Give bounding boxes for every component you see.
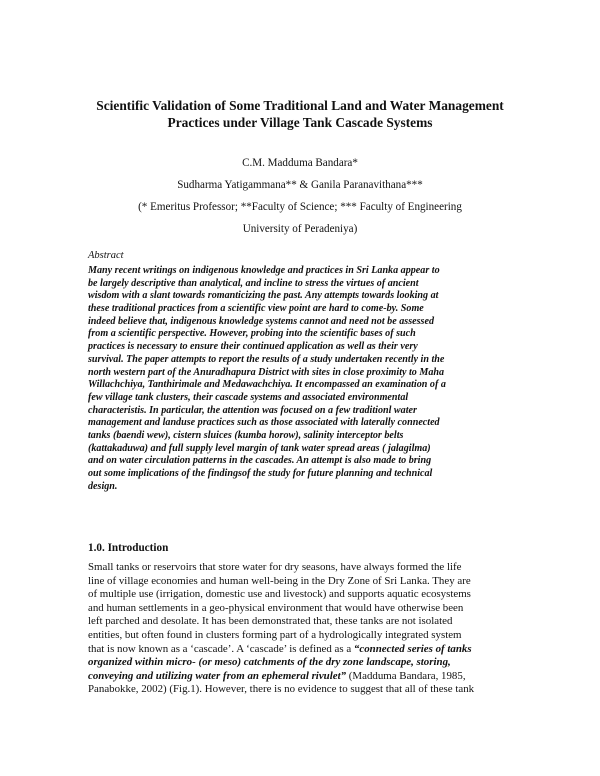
- abstract-heading: Abstract: [88, 250, 124, 261]
- cascade-definition-quote: “connected series of tanks: [353, 642, 472, 655]
- abstract-line: (kattakaduwa) and full supply level margin of tank water spread areas ( jalagilma): [88, 442, 431, 454]
- body-line: line of village economies and human well-being in the Dry Zone of Sri Lanka. They are: [88, 574, 471, 587]
- author-line-1: C.M. Madduma Bandara*: [242, 157, 358, 169]
- abstract-line: design.: [88, 480, 118, 492]
- body-text-run: that is now known as a ‘cascade’. A ‘cascade’ is defined as a: [88, 642, 352, 655]
- section-heading-introduction: 1.0. Introduction: [88, 542, 169, 554]
- introduction-body: [88, 561, 516, 697]
- abstract-line: indeed believe that, indigenous knowledge systems cannot and need not be assessed: [88, 315, 434, 327]
- body-line: entities, but often found in clusters forming part of a hydrologically integrated system: [88, 628, 462, 641]
- abstract-line: wisdom with a slant towards romanticizing the past. Any attempts towards looking at: [88, 290, 439, 302]
- abstract-line: practices is necessary to ensure their continued application as well as their very: [88, 341, 418, 353]
- author-block: [60, 152, 540, 240]
- body-line: and human settlements in a geo-physical environment that would have otherwise been: [88, 601, 464, 614]
- body-line: Panabokke, 2002) (Fig.1). However, there is no evidence to suggest that all of these tank: [88, 683, 475, 696]
- title-line-2: Practices under Village Tank Cascade Systems: [167, 115, 433, 130]
- abstract-line: management and landuse practices such as those associated with laterally connected: [88, 417, 440, 429]
- abstract-line: tanks (baendi wew), cistern sluices (kumba horow), salinity interceptor belts: [88, 429, 404, 441]
- abstract-line: these traditional practices from a scientific view point are hard to come-by. Some: [88, 303, 424, 315]
- abstract-line: be largely descriptive than analytical, and incline to stress the virtues of ancient: [88, 277, 419, 289]
- affiliation-line-2: University of Peradeniya): [242, 223, 358, 235]
- abstract-body: [88, 265, 516, 493]
- abstract-line: survival. The paper attempts to report the results of a study undertaken recently in the: [88, 353, 445, 365]
- cascade-definition-quote: organized within micro- (or meso) catchments of the dry zone landscape, storing,: [88, 656, 451, 669]
- citation: (Madduma Bandara, 1985,: [348, 669, 466, 682]
- body-line: of multiple use (irrigation, domestic use and livestock) and supports aquatic ecosystems: [88, 588, 471, 601]
- cascade-definition-quote: conveying and utilizing water from an ephemeral rivulet”: [88, 669, 347, 682]
- paper-title: [60, 97, 540, 131]
- affiliation-line-1: (* Emeritus Professor; **Faculty of Science; *** Faculty of Engineering: [138, 201, 462, 213]
- body-line: left parched and desolate. It has been demonstrated that, these tanks are not isolated: [88, 615, 453, 628]
- abstract-line: Willachchiya, Tanthirimale and Medawachchiya. It encompassed an examination of a: [88, 379, 446, 391]
- body-line: [88, 670, 516, 684]
- body-line: [88, 656, 516, 670]
- abstract-line: characteristis. In particular, the attention was focused on a few traditionl water: [88, 404, 417, 416]
- body-line: [88, 643, 516, 657]
- abstract-line: north western part of the Anuradhapura District with sites in close proximity to Maha: [88, 366, 445, 378]
- abstract-line: from a scientific perspective. However, probing into the scientific bases of such: [88, 328, 416, 340]
- title-line-1: Scientific Validation of Some Traditional Land and Water Management: [96, 98, 504, 113]
- abstract-line: Many recent writings on indigenous knowledge and practices in Sri Lanka appear to: [88, 265, 440, 276]
- author-line-2: Sudharma Yatigammana** & Ganila Paranavithana***: [177, 179, 423, 191]
- body-line: Small tanks or reservoirs that store water for dry seasons, have always formed the life: [88, 561, 462, 573]
- abstract-line: out some implications of the findingsof the study for future planning and technical: [88, 468, 433, 479]
- abstract-line: few village tank clusters, their cascade systems and associated environmental: [88, 391, 409, 403]
- abstract-line: and on water circulation patterns in the cascades. An attempt is also made to bring: [88, 455, 432, 467]
